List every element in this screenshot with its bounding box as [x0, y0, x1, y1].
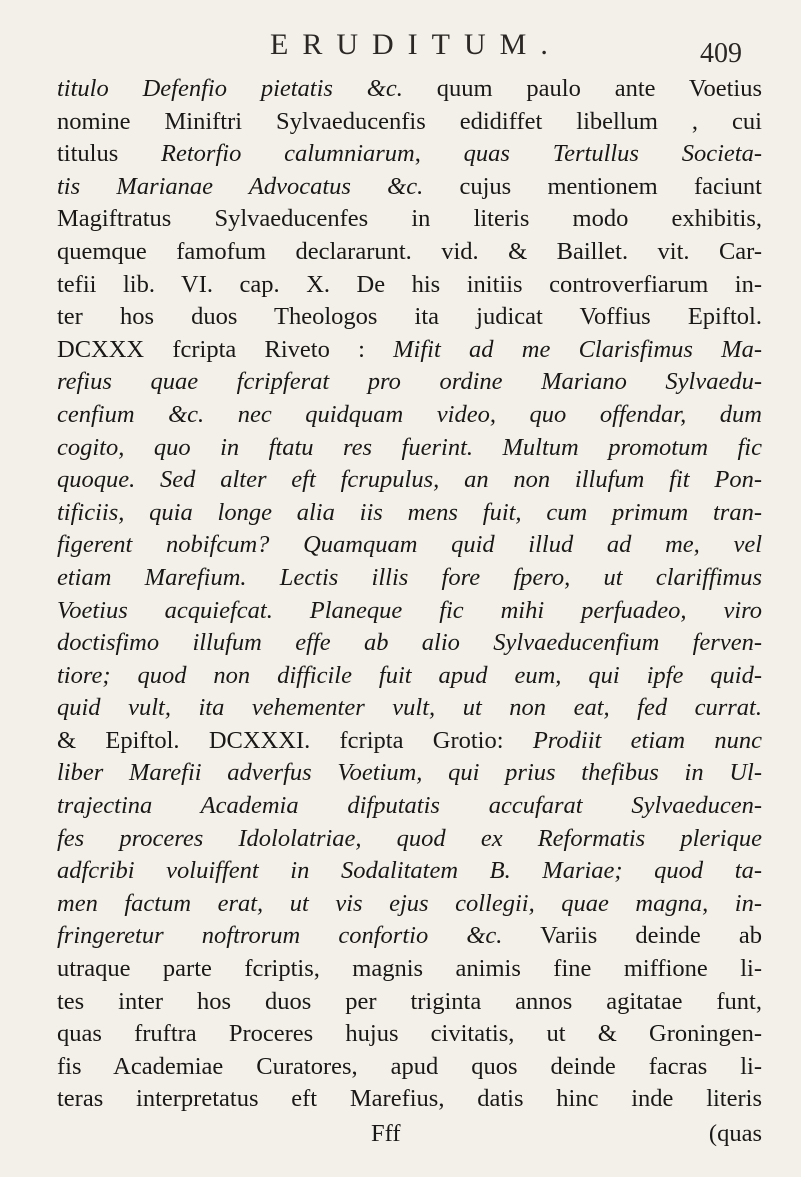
- roman-run: quemque famofum declararunt. vid. & Baillet. vit. Car-: [57, 237, 762, 265]
- text-line: [57, 888, 762, 921]
- roman-run: nomine Miniftri Sylvaeducenfis edidiffet libellum , cui: [57, 107, 762, 135]
- text-line: [57, 725, 762, 758]
- italic-run: fes proceres Idololatriae, quod ex Reformatis plerique: [57, 824, 762, 852]
- text-line: [57, 236, 762, 269]
- italic-run: liber Marefii adverfus Voetium, qui prius thefibus in Ul-: [57, 759, 762, 787]
- roman-run: ter hos duos Theologos ita judicat Voffius Epiftol.: [57, 303, 762, 331]
- text-line: [57, 660, 762, 693]
- italic-run: men factum erat, ut vis ejus collegii, quae magna, in-: [57, 889, 762, 917]
- text-line: [57, 138, 762, 171]
- roman-run: utraque parte fcriptis, magnis animis fine miffione li-: [57, 955, 762, 983]
- text-line: [57, 627, 762, 660]
- italic-run: cogito, quo in ftatu res fuerint. Multum promotum fic: [57, 433, 762, 461]
- italic-run: figerent nobifcum? Quamquam quid illud ad me, vel: [57, 531, 762, 559]
- roman-run: titulus: [57, 140, 162, 168]
- italic-run: fringeretur noftrorum confortio &c.: [57, 922, 503, 950]
- italic-run: adfcribi voluiffent in Sodalitatem B. Mariae; quod ta-: [57, 857, 762, 885]
- text-line: [57, 562, 762, 595]
- text-line: [57, 203, 762, 236]
- text-line: [57, 1083, 762, 1116]
- text-line: [57, 986, 762, 1019]
- roman-run: ,: [414, 140, 464, 168]
- text-line: [57, 757, 762, 790]
- text-line: [57, 1018, 762, 1051]
- page-number: 409: [700, 38, 742, 69]
- text-line: [57, 366, 762, 399]
- italic-run: etiam Marefium. Lectis illis fore fpero, ut clariffimus: [57, 563, 762, 591]
- text-line: [57, 823, 762, 856]
- text-line: [57, 464, 762, 497]
- roman-run: tefii lib. VI. cap. X. De his initiis controverfiarum in-: [57, 270, 762, 298]
- italic-run: quid vult, ita vehementer vult, ut non eat, fed currat.: [57, 694, 762, 722]
- italic-run: Retorfio calumniarum: [161, 140, 415, 168]
- text-line: [57, 529, 762, 562]
- roman-run: quum paulo ante Voetius: [402, 75, 762, 102]
- signature-mark: Fff: [371, 1120, 401, 1147]
- roman-run: Magiftratus Sylvaeducenfes in literis modo exhibitis,: [57, 205, 762, 233]
- roman-run: & Epiftol. DCXXXI. fcripta Grotio:: [57, 726, 533, 754]
- italic-run: quas Tertullus Societa-: [463, 140, 763, 168]
- italic-run: quoque. Sed alter eft fcrupulus, an non illufum fit Pon-: [57, 466, 762, 494]
- text-line: [57, 432, 762, 465]
- roman-run: cujus mentionem faciunt: [423, 172, 762, 200]
- text-line: [57, 334, 762, 367]
- roman-run: Variis deinde ab: [502, 922, 762, 950]
- running-head: ERUDITUM.: [270, 28, 562, 61]
- catchline: [57, 1118, 762, 1150]
- italic-run: doctisfimo illufum effe ab alio Sylvaeducenfium ferven-: [57, 629, 762, 657]
- roman-run: quas fruftra Proceres hujus civitatis, ut & Groningen-: [57, 1020, 762, 1048]
- body-text: [57, 73, 762, 1116]
- italic-run: tiore; quod non difficile fuit apud eum, qui ipfe quid-: [57, 661, 762, 689]
- text-line: [57, 399, 762, 432]
- italic-run: Voetius acquiefcat. Planeque fic mihi perfuadeo, viro: [57, 596, 762, 624]
- italic-run: cenfium &c. nec quidquam video, quo offendar, dum: [57, 400, 762, 428]
- italic-run: refius quae fcripferat pro ordine Mariano Sylvaedu-: [57, 368, 762, 396]
- text-line: [57, 595, 762, 628]
- roman-run: teras interpretatus eft Marefius, datis hinc inde literis: [57, 1085, 762, 1113]
- text-line: [57, 790, 762, 823]
- italic-run: tis Marianae Advocatus &c.: [57, 172, 424, 200]
- text-line: [57, 269, 762, 302]
- text-line: [57, 855, 762, 888]
- text-line: [57, 920, 762, 953]
- italic-run: titulo Defenfio pietatis &c.: [57, 75, 403, 102]
- text-line: [57, 692, 762, 725]
- text-line: [57, 1051, 762, 1084]
- text-line: [57, 106, 762, 139]
- text-line: [57, 497, 762, 530]
- roman-run: fis Academiae Curatores, apud quos deinde facras li-: [57, 1052, 762, 1080]
- italic-run: tificiis, quia longe alia iis mens fuit, cum primum tran-: [57, 498, 762, 526]
- text-line: [57, 171, 762, 204]
- text-line: [57, 73, 762, 106]
- italic-run: trajectina Academia difputatis accufarat Sylvaeducen-: [57, 792, 762, 820]
- roman-run: tes inter hos duos per triginta annos agitatae funt,: [57, 987, 762, 1015]
- text-line: [57, 953, 762, 986]
- text-line: [57, 301, 762, 334]
- italic-run: Prodiit etiam nunc: [532, 726, 762, 754]
- catchword: (quas: [708, 1120, 762, 1147]
- roman-run: DCXXX fcripta Riveto :: [57, 335, 394, 363]
- italic-run: Mifit ad me Clarisfimus Ma-: [393, 335, 762, 363]
